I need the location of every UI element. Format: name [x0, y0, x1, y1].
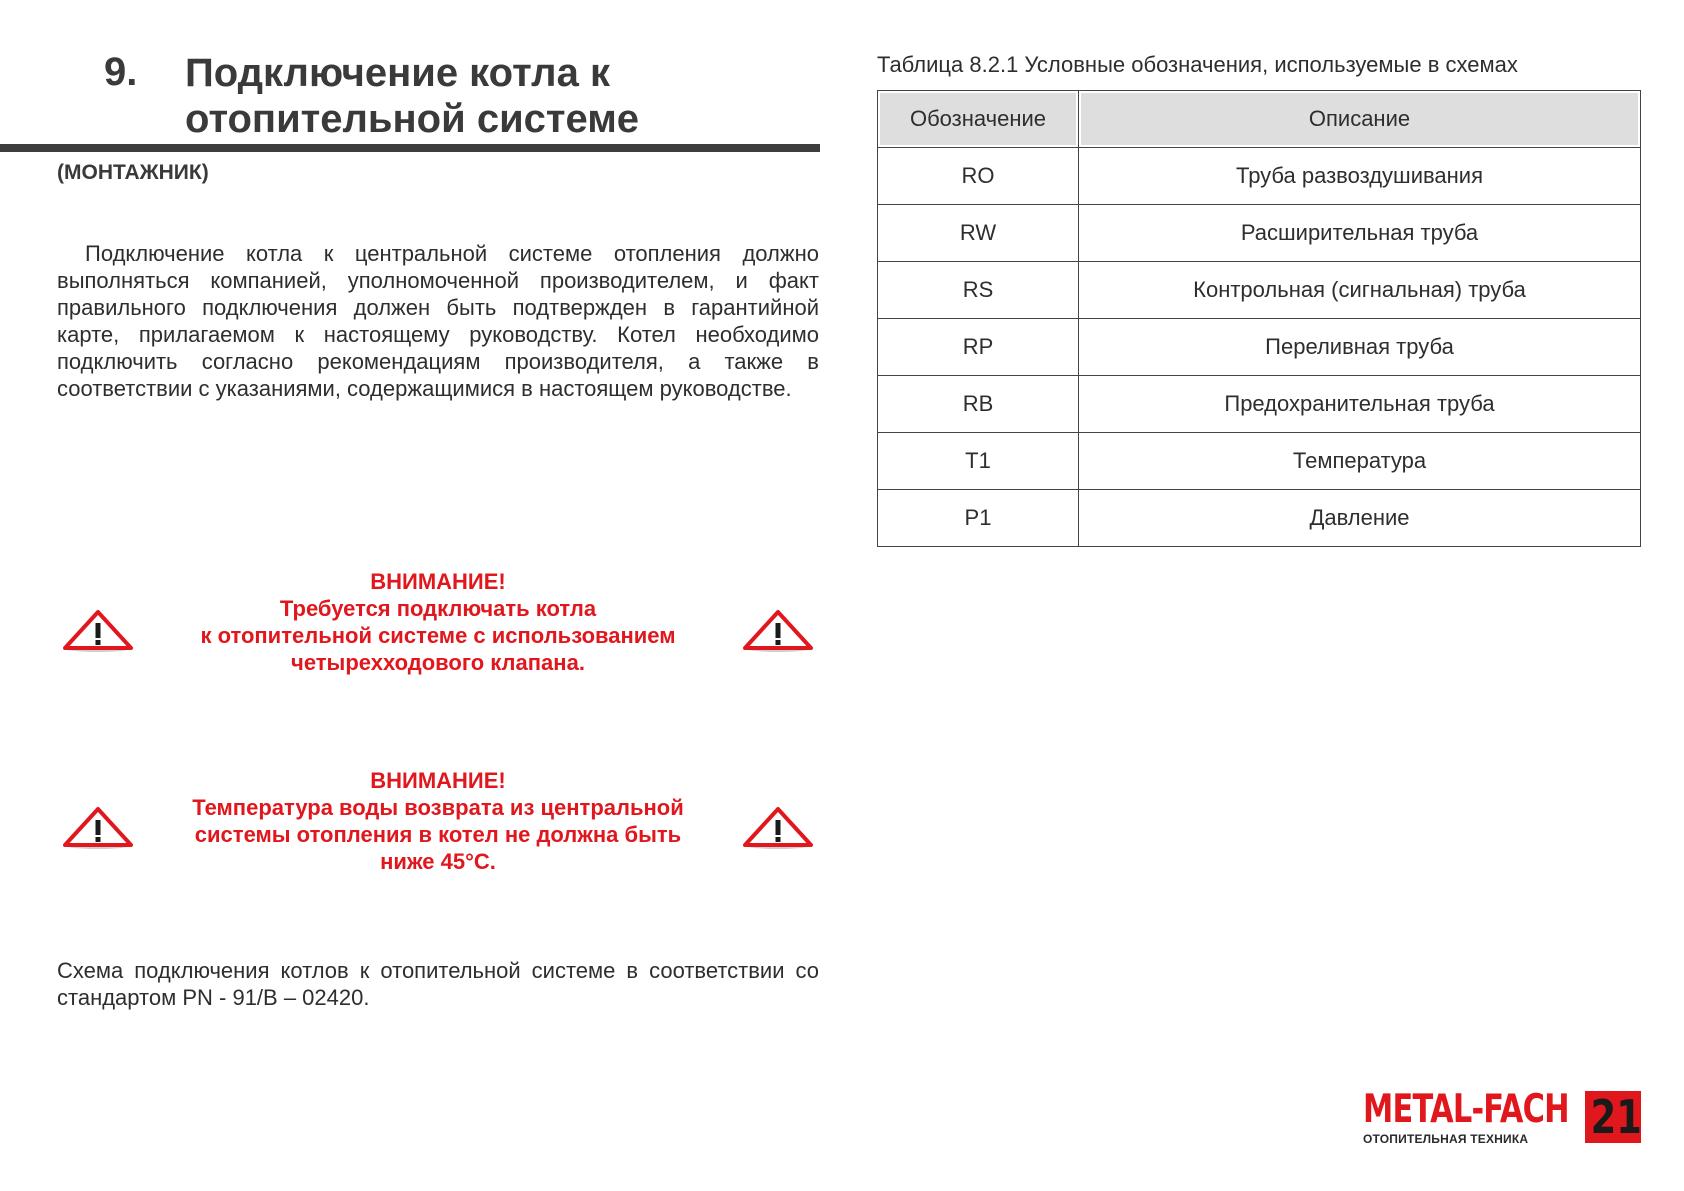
cell-designation: RP	[878, 319, 1079, 376]
header-designation: Обозначение	[878, 91, 1079, 148]
cell-designation: RS	[878, 262, 1079, 319]
title-underline	[0, 144, 820, 152]
page-number: 21	[1590, 1090, 1642, 1144]
table-row	[878, 319, 1641, 376]
cell-description: Температура	[1079, 433, 1641, 490]
page-title-line-1: Подключение котла к	[185, 51, 610, 95]
table-row	[878, 490, 1641, 547]
table-caption: Таблица 8.2.1 Условные обозначения, используемые в схемах	[877, 52, 1518, 77]
cell-designation: RB	[878, 376, 1079, 433]
brand-logo-text: METAL-FACH	[1363, 1087, 1569, 1132]
warning-triangle-icon	[61, 805, 135, 851]
cell-description: Предохранительная труба	[1079, 376, 1641, 433]
warning-block-2	[57, 767, 819, 887]
warning-triangle-icon	[741, 805, 815, 851]
cell-designation: T1	[878, 433, 1079, 490]
cell-description: Переливная труба	[1079, 319, 1641, 376]
page-title	[185, 50, 825, 142]
table-header-row	[878, 91, 1641, 148]
table-row	[878, 262, 1641, 319]
role-label: (МОНТАЖНИК)	[57, 161, 209, 184]
scheme-paragraph: Схема подключения котлов к отопительной системе в соответствии со стандартом PN - 91/B – 02420.	[57, 958, 819, 1010]
warning-line: ниже 45°C.	[380, 849, 496, 874]
warning-title: ВНИМАНИЕ!	[370, 768, 506, 793]
table-row	[878, 376, 1641, 433]
page-number-badge	[1585, 1091, 1641, 1143]
cell-description: Давление	[1079, 490, 1641, 547]
table-row	[878, 148, 1641, 205]
warning-line: к отопительной системе с использованием	[200, 623, 676, 648]
cell-description: Контрольная (сигнальная) труба	[1079, 262, 1641, 319]
cell-designation: RO	[878, 148, 1079, 205]
brand-logo	[1363, 1087, 1569, 1146]
intro-text: Подключение котла к центральной системе отопления должно выполняться компанией, уполномоченной производителем, и факт правильного подключения должен быть подтвержден в гарантийной карте, прилагаемом к настоящему руководству. Котел необходимо подключить согласно рекомендациям производителя, а также в соответствии с указаниями, содержащимися в настоящем руководстве.	[57, 241, 819, 401]
legend-table	[877, 90, 1641, 547]
warning-text-1	[157, 568, 719, 676]
warning-triangle-icon	[741, 608, 815, 654]
intro-paragraph	[57, 240, 819, 402]
cell-description: Труба развоздушивания	[1079, 148, 1641, 205]
section-number: 9.	[104, 50, 138, 94]
brand-tagline: ОТОПИТЕЛЬНАЯ ТЕХНИКА	[1363, 1132, 1529, 1146]
warning-triangle-icon	[61, 608, 135, 654]
table-row	[878, 433, 1641, 490]
warning-block-1	[57, 568, 819, 688]
table-row	[878, 205, 1641, 262]
warning-title: ВНИМАНИЕ!	[370, 569, 506, 594]
warning-line: четырехходового клапана.	[291, 650, 585, 675]
warning-line: Температура воды возврата из центральной	[192, 795, 684, 820]
warning-text-2	[157, 767, 719, 875]
header-description: Описание	[1079, 91, 1641, 148]
warning-line: системы отопления в котел не должна быть	[194, 822, 682, 847]
page-title-line-2: отопительной системе	[185, 97, 640, 141]
cell-designation: P1	[878, 490, 1079, 547]
cell-designation: RW	[878, 205, 1079, 262]
warning-line: Требуется подключать котла	[279, 596, 597, 621]
cell-description: Расширительная труба	[1079, 205, 1641, 262]
